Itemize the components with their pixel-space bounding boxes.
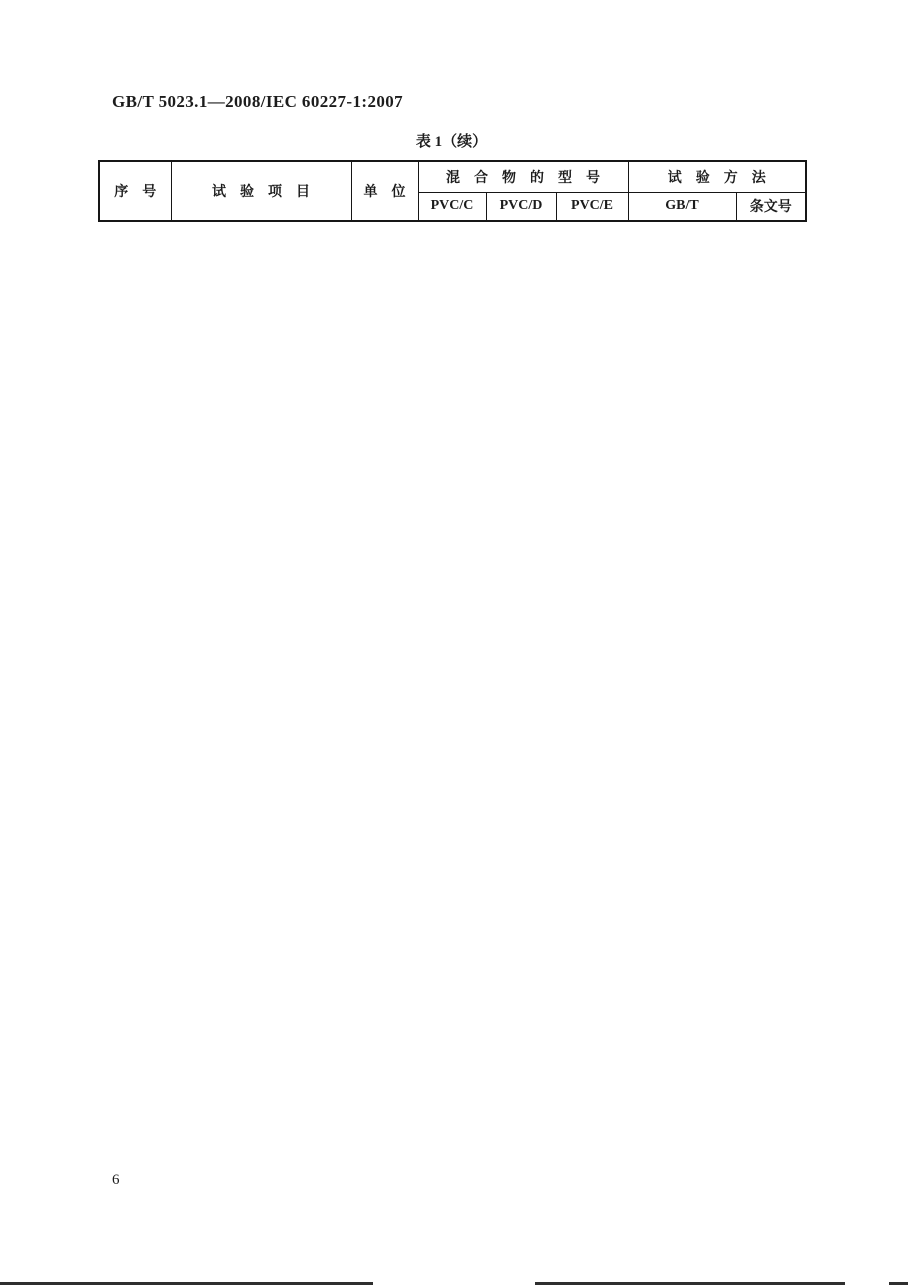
header-serial: 序 号 (99, 161, 171, 221)
doc-header: GB/T 5023.1—2008/IEC 60227-1:2007 (112, 92, 404, 111)
table-header (99, 161, 806, 221)
header-gbt: GB/T (628, 192, 736, 221)
header-test-method-group: 试 验 方 法 (628, 161, 806, 192)
table-title: 表 1（续） (415, 134, 488, 150)
header-pvc-c: PVC/C (418, 192, 486, 221)
header-clause: 条文号 (736, 192, 806, 221)
header-test-item: 试 验 项 目 (171, 161, 351, 221)
header-row-groups (99, 161, 806, 192)
scan-artifact-line (889, 1282, 908, 1285)
scan-artifact-line (0, 1282, 373, 1285)
header-unit: 单 位 (351, 161, 418, 221)
scan-artifact-line (535, 1282, 845, 1285)
header-compound-type-group: 混 合 物 的 型 号 (418, 161, 628, 192)
header-pvc-e: PVC/E (556, 192, 628, 221)
header-pvc-d: PVC/D (486, 192, 556, 221)
test-requirements-table (98, 160, 807, 222)
page-number: 6 (112, 1172, 120, 1188)
